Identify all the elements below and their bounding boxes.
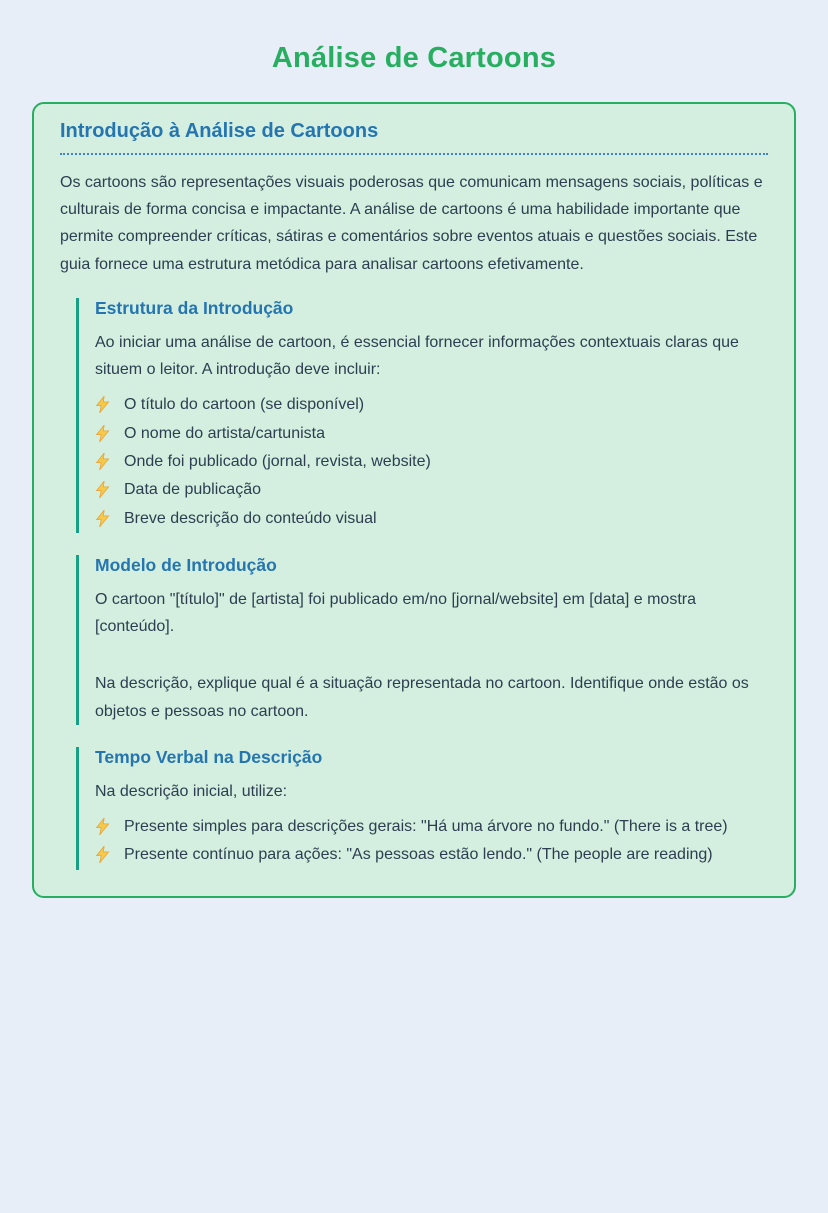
- subsection-paragraph: O cartoon "[título]" de [artista] foi publicado em/no [jornal/website] em [data] e mostra [conteúdo].: [95, 591, 696, 636]
- list-item: [95, 813, 768, 841]
- list-item: [95, 420, 768, 448]
- page-title: Análise de Cartoons: [271, 42, 557, 74]
- checklist: [95, 391, 768, 533]
- list-item: [95, 448, 768, 476]
- list-item: [95, 476, 768, 504]
- checklist: [95, 813, 768, 870]
- subsection-paragraph: Na descrição inicial, utilize:: [95, 782, 288, 800]
- lightning-bolt-icon: [95, 818, 110, 835]
- lightning-bolt-icon: [95, 453, 110, 470]
- list-item-text: Breve descrição do conteúdo visual: [124, 509, 377, 527]
- lightning-bolt-icon: [95, 481, 110, 498]
- list-item-text: Data de publicação: [124, 481, 261, 499]
- list-item-text: O nome do artista/cartunista: [124, 424, 325, 442]
- intro-paragraph: Os cartoons são representações visuais poderosas que comunicam mensagens sociais, políticas e culturais de forma concisa e impactante. A análise de cartoons é uma habilidade importante que permite compreender críticas, sátiras e comentários sobre eventos atuais e questões sociais. Este guia fornece uma estrutura metódica para analisar cartoons efetivamente.: [60, 174, 763, 273]
- subsection-heading: Modelo de Introdução: [95, 555, 277, 576]
- list-item-text: Onde foi publicado (jornal, revista, website): [124, 452, 431, 470]
- subsection-heading: Tempo Verbal na Descrição: [95, 746, 323, 767]
- section-estrutura-da-introducao: [76, 298, 768, 533]
- lightning-bolt-icon: [95, 425, 110, 442]
- lightning-bolt-icon: [95, 510, 110, 527]
- list-item: [95, 505, 768, 533]
- lightning-bolt-icon: [95, 396, 110, 413]
- list-item: [95, 391, 768, 419]
- section-modelo-de-introducao: [76, 555, 768, 725]
- list-item-text: O título do cartoon (se disponível): [124, 396, 365, 414]
- section-tempo-verbal-na-descricao: [76, 747, 768, 870]
- list-item-text: Presente contínuo para ações: "As pessoas estão lendo." (The people are reading): [124, 846, 713, 864]
- subsection-paragraph: Ao iniciar uma análise de cartoon, é essencial fornecer informações contextuais claras que situem o leitor. A introdução deve incluir:: [95, 333, 739, 378]
- introduction-card: [32, 102, 796, 898]
- subsection-heading: Estrutura da Introdução: [95, 297, 294, 318]
- list-item: [95, 841, 768, 869]
- list-item-text: Presente simples para descrições gerais: "Há uma árvore no fundo." (There is a tree): [124, 818, 728, 836]
- card-heading: Introdução à Análise de Cartoons: [60, 120, 768, 155]
- subsection-paragraph: Na descrição, explique qual é a situação representada no cartoon. Identifique onde estão os objetos e pessoas no cartoon.: [95, 675, 749, 720]
- lightning-bolt-icon: [95, 846, 110, 863]
